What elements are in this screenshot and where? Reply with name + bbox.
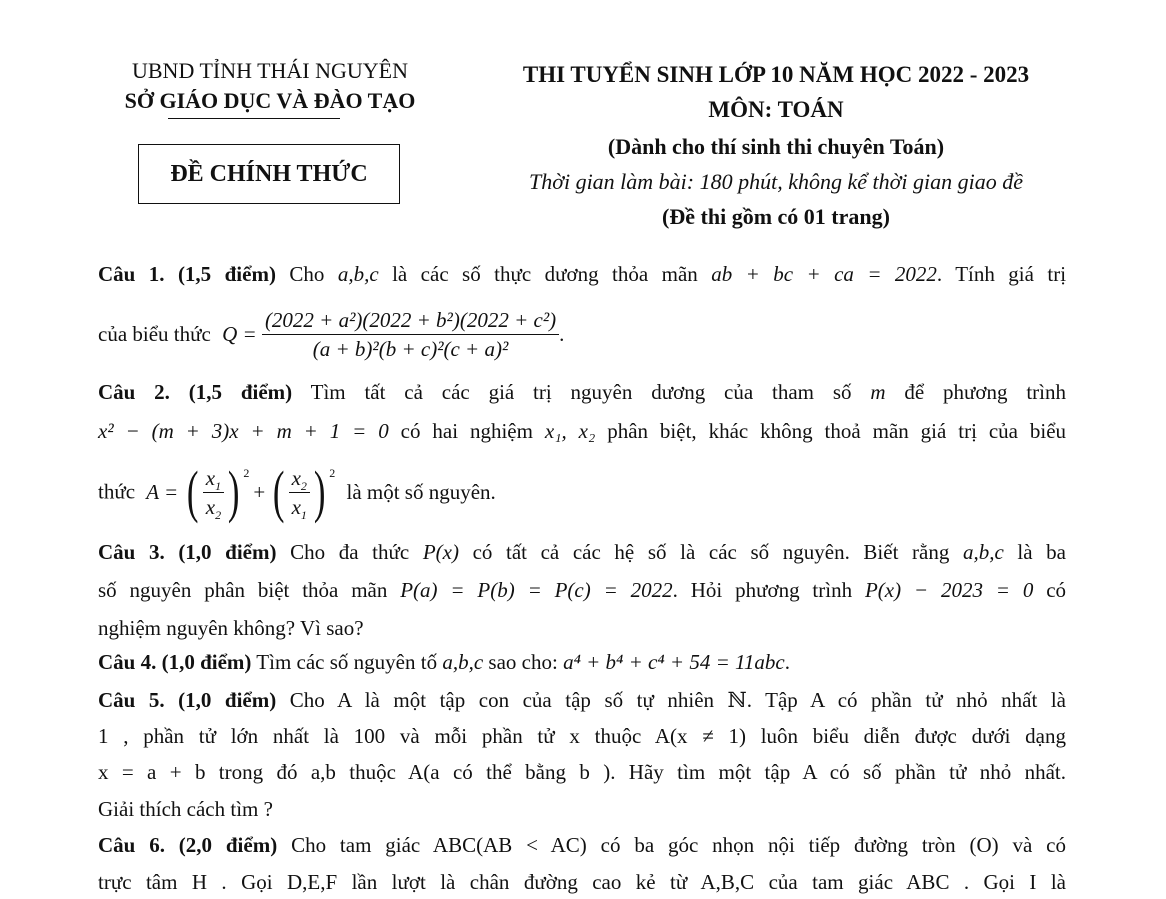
exam-title: THI TUYỂN SINH LỚP 10 NĂM HỌC 2022 - 2023 — [522, 62, 1030, 87]
question-2-label: Câu 2. (1,5 điểm) — [98, 380, 293, 404]
question-1-condition: ab + bc + ca = 2022 — [711, 262, 937, 286]
question-5-line-3: x = a + b trong đó a,b thuộc A(a có thể bằng b ). Hãy tìm một tập A có số phần tử nhỏ nhất. — [98, 760, 1066, 784]
question-2-line-1: Câu 2. (1,5 điểm) Tìm tất cả các giá trị nguyên dương của tham số m để phương trình — [98, 380, 1067, 404]
exam-audience: (Dành cho thí sinh thi chuyên Toán) — [607, 134, 945, 159]
header-underline — [168, 118, 340, 119]
question-1-line-2: của biểu thức Q = $\frac{\text{(2022 + a²)(2022 + b²)(2022 + c²)}}{\text{(a + b)²(b + c)²(c + a)²}}$ . — [98, 308, 565, 361]
question-3-line-2: số nguyên phân biệt thỏa mãn P(a) = P(b) = P(c) = 2022. Hỏi phương trình P(x) − 2023 = 0 có — [98, 578, 1067, 602]
question-5-line-2: 1 , phần tử lớn nhất là 100 và mỗi phần tử x thuộc A(x ≠ 1) luôn biểu diễn được dưới dạng — [98, 724, 1066, 748]
question-3-label: Câu 3. (1,0 điểm) — [98, 540, 277, 564]
question-6-line-1: Câu 6. (2,0 điểm) Cho tam giác ABC(AB < AC) có ba góc nhọn nội tiếp đường tròn (O) và có — [98, 833, 1067, 857]
question-6-line-2: trực tâm H . Gọi D,E,F lần lượt là chân đường cao kẻ từ A,B,C của tam giác ABC . Gọi I là — [98, 870, 1066, 894]
question-4-line-1: Câu 4. (1,0 điểm) Tìm các số nguyên tố a,b,c sao cho: a⁴ + b⁴ + c⁴ + 54 = 11abc. — [98, 650, 790, 674]
question-6-label: Câu 6. (2,0 điểm) — [98, 833, 278, 857]
question-1-label: Câu 1. (1,5 điểm) — [98, 262, 276, 286]
education-department: SỞ GIÁO DỤC VÀ ĐÀO TẠO — [124, 88, 416, 113]
exam-subject: MÔN: TOÁN — [708, 97, 844, 122]
q-denominator: (a + b)²(b + c)²(c + a)² — [312, 337, 509, 361]
official-exam-box — [138, 144, 400, 204]
question-1-line-1: Câu 1. (1,5 điểm) Cho a,b,c là các số thực dương thỏa mãn ab + bc + ca = 2022. Tính giá trị — [98, 262, 1067, 286]
question-3-line-3: nghiệm nguyên không? Vì sao? — [98, 616, 364, 640]
question-5-line-4: Giải thích cách tìm ? — [98, 797, 273, 821]
q-numerator: (2022 + a²)(2022 + b²)(2022 + c²) — [262, 306, 559, 335]
question-5-line-1: Câu 5. (1,0 điểm) Cho A là một tập con của tập số tự nhiên ℕ. Tập A có phần tử nhỏ nhất là — [98, 688, 1066, 712]
exam-duration: Thời gian làm bài: 180 phút, không kể thời gian giao đề — [528, 169, 1023, 194]
question-5-label: Câu 5. (1,0 điểm) — [98, 688, 277, 712]
question-2-line-2: x² − (m + 3)x + m + 1 = 0 có hai nghiệm x₁, x₂ phân biệt, khác không thoả mãn giá trị của biểu — [98, 419, 1067, 443]
question-2-expression-A: ( $\frac{x_1}{x_2}$ ) 2 + ( $\frac{x_2}{x_1}$ ) 2 — [187, 459, 336, 524]
exam-page-count: (Đề thi gồm có 01 trang) — [662, 204, 890, 229]
question-2-equation: x² − (m + 3)x + m + 1 = 0 — [98, 419, 389, 443]
department-name: UBND TỈNH THÁI NGUYÊN — [132, 58, 408, 83]
question-3-line-1: Câu 3. (1,0 điểm) Cho đa thức P(x) có tất cả các hệ số là các số nguyên. Biết rằng a,b,c là ba — [98, 540, 1066, 564]
question-4-label: Câu 4. (1,0 điểm) — [98, 650, 252, 674]
question-2-line-3: thức A = ( $\frac{x_1}{x_2}$ ) 2 + ( $\frac{x_2}{x_1}$ ) 2 là một số nguyên. — [98, 459, 496, 524]
question-1-expression-Q — [262, 306, 559, 363]
question-4-equation: a⁴ + b⁴ + c⁴ + 54 = 11abc — [563, 650, 785, 674]
official-exam-label: ĐỀ CHÍNH THỨC — [170, 160, 368, 187]
